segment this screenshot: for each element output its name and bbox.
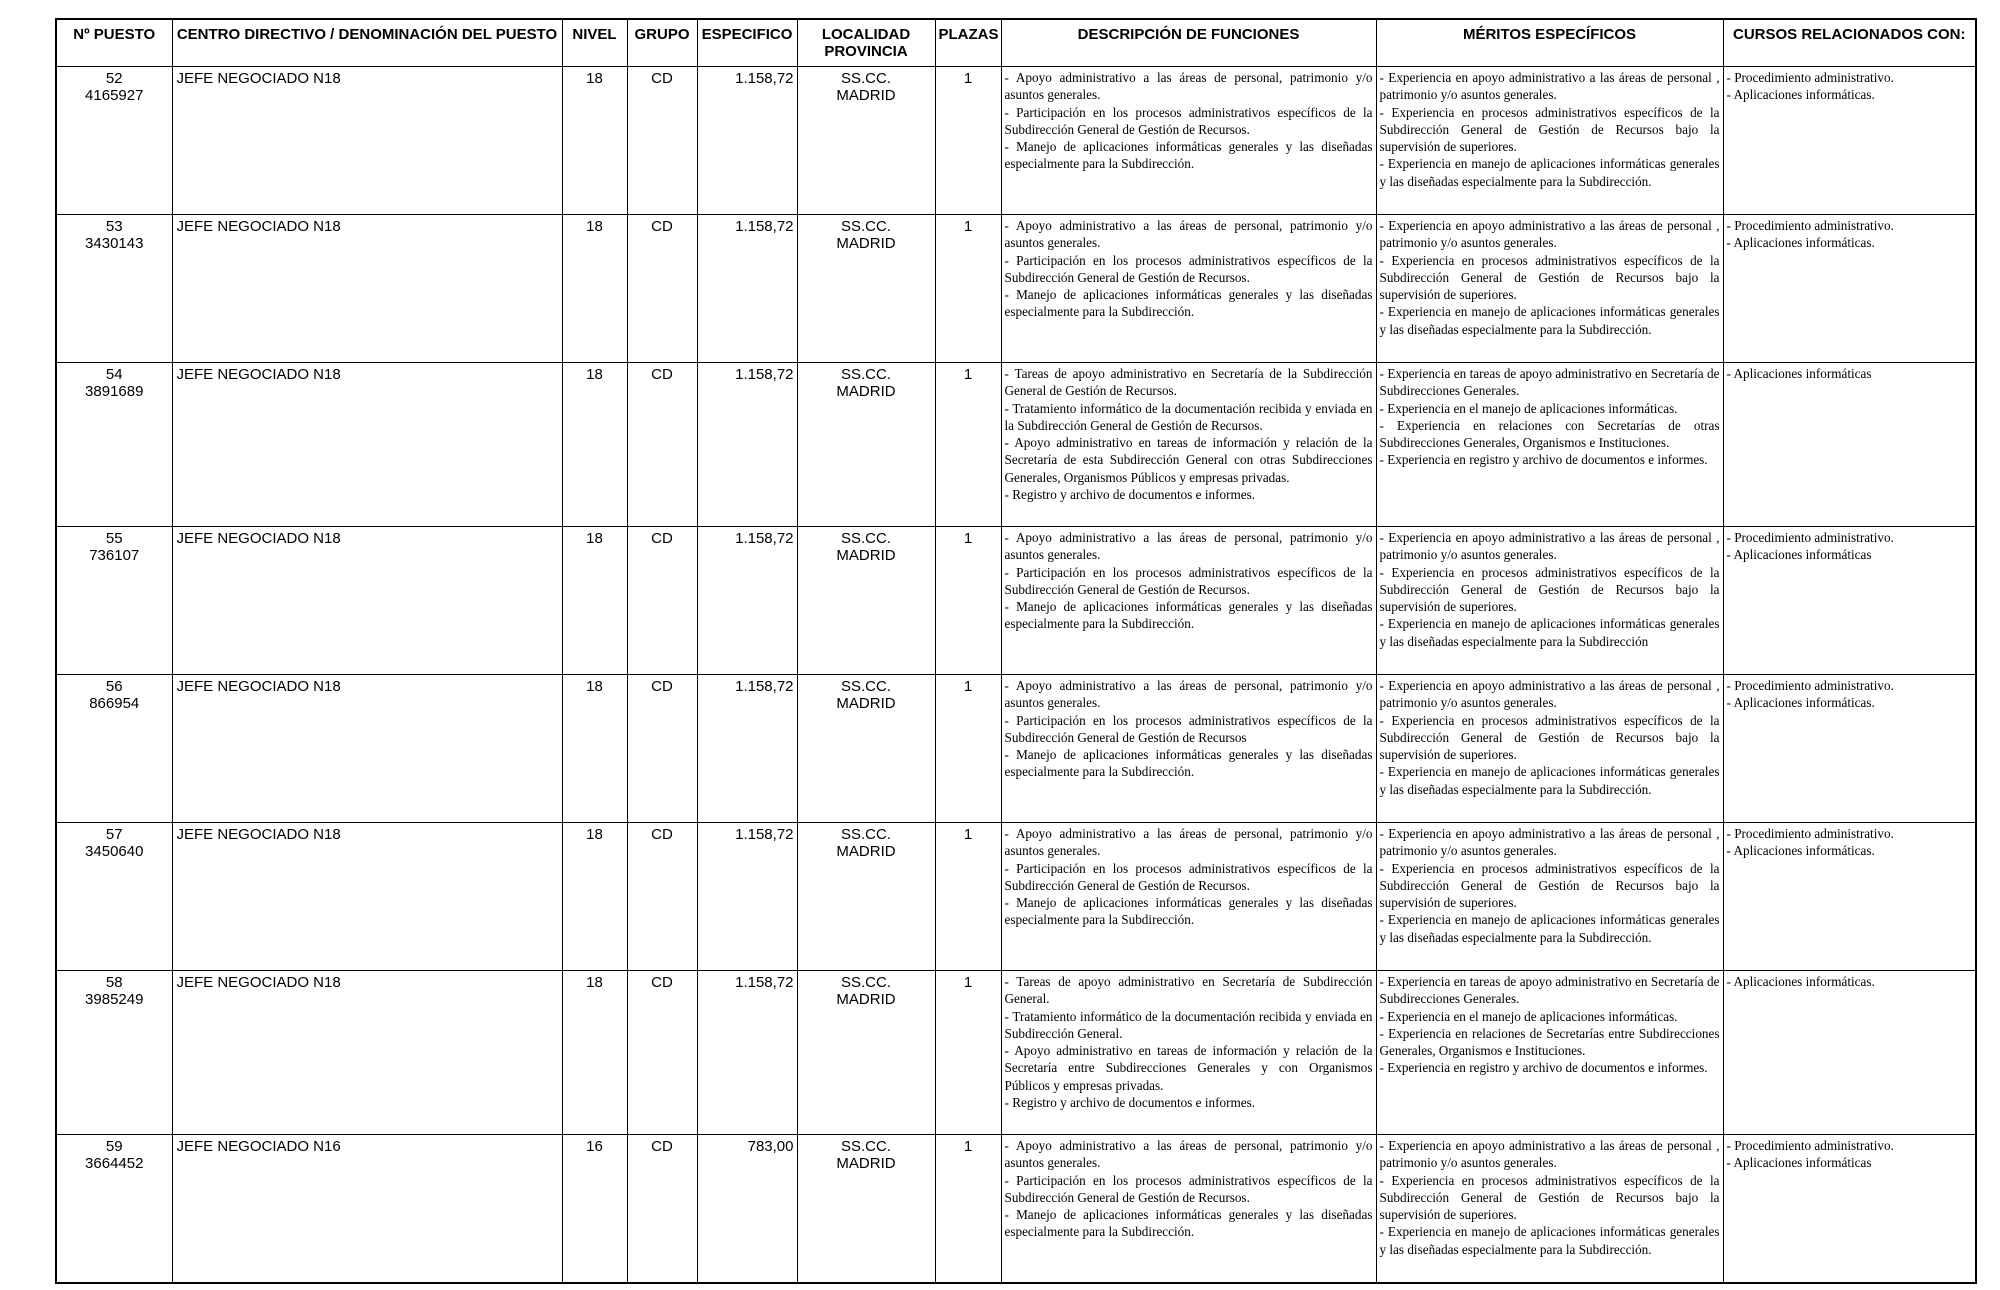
cursos-cell (1723, 675, 1976, 823)
merito-item: - Experiencia en apoyo administrativo a las áreas de personal , patrimonio y/o asuntos generales. (1379, 678, 1720, 711)
nivel-cell: 16 (562, 1135, 627, 1283)
funcion-item: - Manejo de aplicaciones informáticas generales y las diseñadas especialmente para la Subdirección. (1004, 747, 1373, 780)
especifico-cell: 1.158,72 (697, 823, 797, 971)
plazas-cell: 1 (935, 67, 1001, 215)
puesto-name-cell: JEFE NEGOCIADO N18 (172, 215, 562, 363)
especifico-cell: 1.158,72 (697, 971, 797, 1135)
funcion-item: - Apoyo administrativo a las áreas de personal, patrimonio y/o asuntos generales. (1004, 1138, 1373, 1171)
puesto-number: 53 (105, 218, 123, 235)
puesto-cell (56, 215, 172, 363)
funcion-item: - Apoyo administrativo a las áreas de personal, patrimonio y/o asuntos generales. (1004, 678, 1373, 711)
localidad-cell (797, 67, 935, 215)
localidad-cell (797, 675, 935, 823)
merito-item: - Experiencia en registro y archivo de documentos e informes. (1379, 452, 1708, 468)
table-row (56, 215, 1976, 363)
merito-item: - Experiencia en manejo de aplicaciones informáticas generales y las diseñadas especialmente para la Subdirección. (1379, 156, 1720, 189)
merito-item: - Experiencia en manejo de aplicaciones informáticas generales y las diseñadas especialmente para la Subdirección. (1379, 304, 1720, 337)
provincia-value: MADRID (836, 695, 896, 712)
curso-item: - Procedimiento administrativo. (1726, 678, 1894, 693)
funciones-cell (1001, 823, 1376, 971)
meritos-cell (1376, 527, 1723, 675)
puesto-name-cell: JEFE NEGOCIADO N18 (172, 675, 562, 823)
curso-item: - Procedimiento administrativo. (1726, 218, 1894, 233)
puesto-number: 52 (105, 70, 123, 87)
puesto-number: 59 (105, 1138, 123, 1155)
curso-item: - Aplicaciones informáticas (1726, 1155, 1872, 1171)
table-body (56, 67, 1976, 1283)
curso-item: - Procedimiento administrativo. (1726, 70, 1894, 85)
funcion-item: - Apoyo administrativo a las áreas de personal, patrimonio y/o asuntos generales. (1004, 218, 1373, 251)
merito-item: - Experiencia en procesos administrativos específicos de la Subdirección General de Gestión de Recursos bajo la supervisión de superiores. (1379, 252, 1720, 303)
puesto-code: 866954 (89, 695, 140, 712)
funcion-item: - Manejo de aplicaciones informáticas generales y las diseñadas especialmente para la Subdirección. (1004, 599, 1373, 632)
localidad-cell (797, 215, 935, 363)
funcion-item: - Apoyo administrativo a las áreas de personal, patrimonio y/o asuntos generales. (1004, 70, 1373, 103)
localidad-cell (797, 527, 935, 675)
funcion-item: - Tareas de apoyo administrativo en Secretaría de la Subdirección General de Gestión de Recursos. (1004, 366, 1373, 399)
header-localidad-line2: PROVINCIA (824, 43, 908, 60)
table-row (56, 363, 1976, 527)
curso-item: - Aplicaciones informáticas (1726, 547, 1872, 563)
puesto-cell (56, 67, 172, 215)
puesto-name-cell: JEFE NEGOCIADO N18 (172, 363, 562, 527)
funcion-item: - Participación en los procesos administrativos específicos de la Subdirección General de Gestión de Recursos. (1004, 104, 1373, 137)
funciones-cell (1001, 363, 1376, 527)
meritos-cell (1376, 215, 1723, 363)
merito-item: - Experiencia en apoyo administrativo a las áreas de personal , patrimonio y/o asuntos generales. (1379, 826, 1720, 859)
plazas-cell: 1 (935, 675, 1001, 823)
funcion-item: - Apoyo administrativo a las áreas de personal, patrimonio y/o asuntos generales. (1004, 826, 1373, 859)
meritos-cell (1376, 971, 1723, 1135)
funcion-item: - Manejo de aplicaciones informáticas generales y las diseñadas especialmente para la Subdirección. (1004, 1207, 1373, 1240)
especifico-cell: 783,00 (697, 1135, 797, 1283)
merito-item: - Experiencia en procesos administrativos específicos de la Subdirección General de Gestión de Recursos bajo la supervisión de superiores. (1379, 860, 1720, 911)
localidad-cell (797, 1135, 935, 1283)
merito-item: - Experiencia en manejo de aplicaciones informáticas generales y las diseñadas especialmente para la Subdirección (1379, 616, 1720, 649)
nivel-cell: 18 (562, 823, 627, 971)
job-posts-table (55, 18, 1977, 1284)
header-meritos: MÉRITOS ESPECÍFICOS (1376, 19, 1723, 67)
merito-item: - Experiencia en relaciones con Secretarías de otras Subdirecciones Generales, Organismos e Instituciones. (1379, 417, 1720, 451)
plazas-cell: 1 (935, 527, 1001, 675)
table-row (56, 675, 1976, 823)
provincia-value: MADRID (836, 991, 896, 1008)
header-nivel: NIVEL (562, 19, 627, 67)
funcion-item: - Manejo de aplicaciones informáticas generales y las diseñadas especialmente para la Subdirección. (1004, 895, 1373, 928)
puesto-cell (56, 971, 172, 1135)
grupo-cell: CD (627, 823, 697, 971)
merito-item: - Experiencia en procesos administrativos específicos de la Subdirección General de Gestión de Recursos bajo la supervisión de superiores. (1379, 1172, 1720, 1223)
merito-item: - Experiencia en procesos administrativos específicos de la Subdirección General de Gestión de Recursos bajo la supervisión de superiores. (1379, 712, 1720, 763)
puesto-cell (56, 363, 172, 527)
merito-item: - Experiencia en manejo de aplicaciones informáticas generales y las diseñadas especialmente para la Subdirección. (1379, 912, 1720, 945)
plazas-cell: 1 (935, 363, 1001, 527)
funcion-item: - Tratamiento informático de la documentación recibida y enviada en Subdirección General. (1004, 1008, 1373, 1041)
grupo-cell: CD (627, 67, 697, 215)
merito-item: - Experiencia en tareas de apoyo administrativo en Secretaría de Subdirecciones Generales. (1379, 366, 1720, 399)
puesto-name-cell: JEFE NEGOCIADO N18 (172, 67, 562, 215)
cursos-cell (1723, 67, 1976, 215)
puesto-code: 3985249 (85, 991, 144, 1008)
localidad-value: SS.CC. (840, 678, 891, 695)
grupo-cell: CD (627, 1135, 697, 1283)
localidad-value: SS.CC. (840, 218, 891, 235)
funcion-item: - Manejo de aplicaciones informáticas generales y las diseñadas especialmente para la Subdirección. (1004, 139, 1373, 172)
puesto-code: 3664452 (85, 1155, 144, 1172)
header-plazas: PLAZAS (935, 19, 1001, 67)
funcion-item: - Manejo de aplicaciones informáticas generales y las diseñadas especialmente para la Subdirección. (1004, 287, 1373, 320)
meritos-cell (1376, 1135, 1723, 1283)
curso-item: - Aplicaciones informáticas. (1726, 843, 1875, 859)
especifico-cell: 1.158,72 (697, 363, 797, 527)
puesto-cell (56, 675, 172, 823)
especifico-cell: 1.158,72 (697, 527, 797, 675)
puesto-name-cell: JEFE NEGOCIADO N16 (172, 1135, 562, 1283)
curso-item: - Aplicaciones informáticas. (1726, 87, 1875, 103)
funciones-cell (1001, 971, 1376, 1135)
funcion-item: - Participación en los procesos administrativos específicos de la Subdirección General de Gestión de Recursos. (1004, 252, 1373, 285)
provincia-value: MADRID (836, 547, 896, 564)
funciones-cell (1001, 675, 1376, 823)
puesto-code: 3450640 (85, 843, 144, 860)
merito-item: - Experiencia en apoyo administrativo a las áreas de personal , patrimonio y/o asuntos generales. (1379, 218, 1720, 251)
cursos-cell (1723, 1135, 1976, 1283)
header-localidad (797, 19, 935, 67)
meritos-cell (1376, 823, 1723, 971)
table-row (56, 67, 1976, 215)
funcion-item: - Apoyo administrativo en tareas de información y relación de la Secretaría entre Subdirecciones Generales y con Organismos Públicos y empresas privadas. (1004, 1043, 1373, 1093)
merito-item: - Experiencia en apoyo administrativo a las áreas de personal , patrimonio y/o asuntos generales. (1379, 530, 1720, 563)
puesto-name-cell: JEFE NEGOCIADO N18 (172, 971, 562, 1135)
cursos-cell (1723, 527, 1976, 675)
especifico-cell: 1.158,72 (697, 67, 797, 215)
table-row (56, 823, 1976, 971)
localidad-cell (797, 363, 935, 527)
plazas-cell: 1 (935, 1135, 1001, 1283)
localidad-value: SS.CC. (840, 530, 891, 547)
grupo-cell: CD (627, 363, 697, 527)
puesto-number: 54 (105, 366, 123, 383)
header-grupo: GRUPO (627, 19, 697, 67)
funcion-item: - Registro y archivo de documentos e informes. (1004, 1095, 1255, 1111)
merito-item: - Experiencia en procesos administrativos específicos de la Subdirección General de Gestión de Recursos bajo la supervisión de superiores. (1379, 564, 1720, 615)
curso-item: - Procedimiento administrativo. (1726, 530, 1894, 545)
meritos-cell (1376, 363, 1723, 527)
funcion-item: - Registro y archivo de documentos e informes. (1004, 487, 1255, 503)
localidad-value: SS.CC. (840, 826, 891, 843)
plazas-cell: 1 (935, 215, 1001, 363)
merito-item: - Experiencia en apoyo administrativo a las áreas de personal , patrimonio y/o asuntos generales. (1379, 70, 1720, 103)
curso-item: - Aplicaciones informáticas. (1726, 695, 1875, 711)
header-funciones: DESCRIPCIÓN DE FUNCIONES (1001, 19, 1376, 67)
curso-item: - Procedimiento administrativo. (1726, 826, 1894, 841)
funciones-cell (1001, 67, 1376, 215)
funcion-item: - Participación en los procesos administrativos específicos de la Subdirección General de Gestión de Recursos. (1004, 564, 1373, 597)
grupo-cell: CD (627, 527, 697, 675)
nivel-cell: 18 (562, 363, 627, 527)
meritos-cell (1376, 67, 1723, 215)
plazas-cell: 1 (935, 823, 1001, 971)
cursos-cell (1723, 823, 1976, 971)
funcion-item: - Participación en los procesos administrativos específicos de la Subdirección General de Gestión de Recursos. (1004, 860, 1373, 893)
funcion-item: - Apoyo administrativo a las áreas de personal, patrimonio y/o asuntos generales. (1004, 530, 1373, 563)
puesto-code: 4165927 (85, 87, 144, 104)
provincia-value: MADRID (836, 383, 896, 400)
merito-item: - Experiencia en procesos administrativos específicos de la Subdirección General de Gestión de Recursos bajo la supervisión de superiores. (1379, 104, 1720, 155)
puesto-name-cell: JEFE NEGOCIADO N18 (172, 823, 562, 971)
cursos-cell (1723, 363, 1976, 527)
grupo-cell: CD (627, 971, 697, 1135)
nivel-cell: 18 (562, 971, 627, 1135)
provincia-value: MADRID (836, 843, 896, 860)
nivel-cell: 18 (562, 215, 627, 363)
funciones-cell (1001, 1135, 1376, 1283)
header-puesto: Nº PUESTO (56, 19, 172, 67)
puesto-code: 3430143 (85, 235, 144, 252)
grupo-cell: CD (627, 675, 697, 823)
nivel-cell: 18 (562, 527, 627, 675)
header-row (56, 19, 1976, 67)
puesto-code: 3891689 (85, 383, 144, 400)
meritos-cell (1376, 675, 1723, 823)
curso-item: - Procedimiento administrativo. (1726, 1138, 1894, 1153)
provincia-value: MADRID (836, 235, 896, 252)
especifico-cell: 1.158,72 (697, 675, 797, 823)
funcion-item: - Participación en los procesos administrativos específicos de la Subdirección General de Gestión de Recursos. (1004, 1172, 1373, 1205)
funcion-item: - Apoyo administrativo en tareas de información y relación de la Secretaría de esta Subdirección General con otras Subdirecciones Generales, Organismos Públicos y empresas privadas. (1004, 435, 1373, 485)
curso-item: - Aplicaciones informáticas. (1726, 974, 1875, 989)
grupo-cell: CD (627, 215, 697, 363)
merito-item: - Experiencia en registro y archivo de documentos e informes. (1379, 1060, 1708, 1076)
merito-item: - Experiencia en apoyo administrativo a las áreas de personal , patrimonio y/o asuntos generales. (1379, 1138, 1720, 1171)
plazas-cell: 1 (935, 971, 1001, 1135)
header-centro: CENTRO DIRECTIVO / DENOMINACIÓN DEL PUESTO (172, 19, 562, 67)
table-row (56, 971, 1976, 1135)
localidad-value: SS.CC. (840, 366, 891, 383)
header-cursos: CURSOS RELACIONADOS CON: (1723, 19, 1976, 67)
puesto-number: 56 (105, 678, 123, 695)
curso-item: - Aplicaciones informáticas. (1726, 235, 1875, 251)
provincia-value: MADRID (836, 1155, 896, 1172)
table-row (56, 527, 1976, 675)
funcion-item: - Tareas de apoyo administrativo en Secretaría de Subdirección General. (1004, 974, 1373, 1007)
puesto-number: 57 (105, 826, 123, 843)
cursos-cell (1723, 971, 1976, 1135)
funciones-cell (1001, 527, 1376, 675)
puesto-number: 58 (105, 974, 123, 991)
curso-item: - Aplicaciones informáticas (1726, 366, 1872, 381)
nivel-cell: 18 (562, 675, 627, 823)
merito-item: - Experiencia en tareas de apoyo administrativo en Secretaría de Subdirecciones Generales. (1379, 974, 1720, 1007)
merito-item: - Experiencia en manejo de aplicaciones informáticas generales y las diseñadas especialmente para la Subdirección. (1379, 764, 1720, 797)
localidad-cell (797, 971, 935, 1135)
header-localidad-line1: LOCALIDAD (821, 26, 911, 43)
funciones-cell (1001, 215, 1376, 363)
especifico-cell: 1.158,72 (697, 215, 797, 363)
provincia-value: MADRID (836, 87, 896, 104)
puesto-code: 736107 (89, 547, 140, 564)
localidad-value: SS.CC. (840, 974, 891, 991)
localidad-value: SS.CC. (840, 1138, 891, 1155)
nivel-cell: 18 (562, 67, 627, 215)
header-especifico: ESPECIFICO (697, 19, 797, 67)
merito-item: - Experiencia en el manejo de aplicaciones informáticas. (1379, 400, 1678, 416)
puesto-cell (56, 823, 172, 971)
puesto-number: 55 (105, 530, 123, 547)
localidad-cell (797, 823, 935, 971)
funcion-item: - Tratamiento informático de la documentación recibida y enviada en la Subdirección General de Gestión de Recursos. (1004, 400, 1373, 433)
merito-item: - Experiencia en relaciones de Secretarías entre Subdirecciones Generales, Organismos e Instituciones. (1379, 1025, 1720, 1059)
merito-item: - Experiencia en manejo de aplicaciones informáticas generales y las diseñadas especialmente para la Subdirección. (1379, 1224, 1720, 1257)
funcion-item: - Participación en los procesos administrativos específicos de la Subdirección General de Gestión de Recursos (1004, 712, 1373, 745)
puesto-cell (56, 527, 172, 675)
localidad-value: SS.CC. (840, 70, 891, 87)
merito-item: - Experiencia en el manejo de aplicaciones informáticas. (1379, 1008, 1678, 1024)
puesto-name-cell: JEFE NEGOCIADO N18 (172, 527, 562, 675)
puesto-cell (56, 1135, 172, 1283)
cursos-cell (1723, 215, 1976, 363)
table-row (56, 1135, 1976, 1283)
